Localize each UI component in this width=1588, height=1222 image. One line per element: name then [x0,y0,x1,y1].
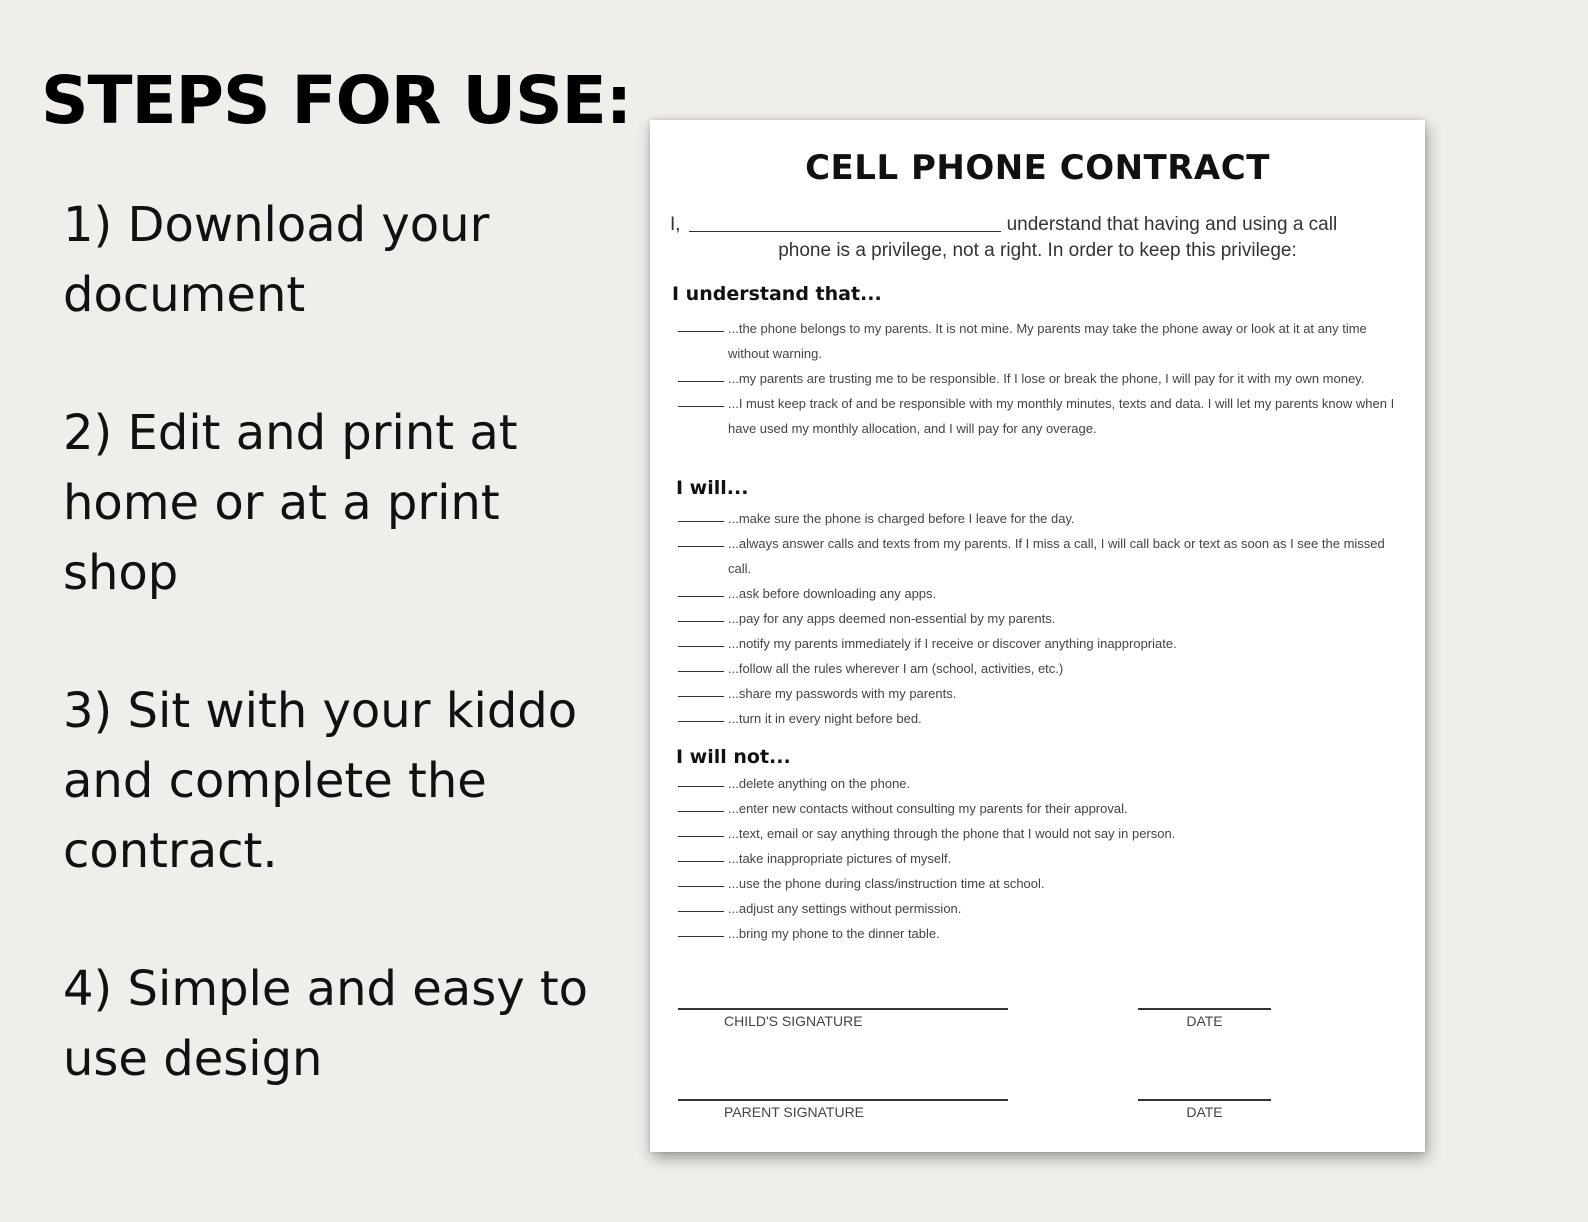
list-item: ...use the phone during class/instruction time at school. [678,871,1408,896]
step-4: 4) Simple and easy to use design [63,961,589,1087]
list-item: ...bring my phone to the dinner table. [678,921,1408,946]
list-item: ...the phone belongs to my parents. It is not mine. My parents may take the phone away or look at it at any time without warning. [678,316,1408,366]
list-item: ...always answer calls and texts from my parents. If I miss a call, I will call back or text as soon as I see the missed call. [678,531,1408,581]
initial-blank-line [678,366,724,382]
child-signature-label: CHILD'S SIGNATURE [724,1013,863,1029]
date-label: DATE [1186,1104,1223,1120]
list-item: ...ask before downloading any apps. [678,581,1408,606]
initial-blank-line [678,316,724,332]
list-item: ...make sure the phone is charged before I leave for the day. [678,506,1408,531]
section-items-will [678,506,1408,731]
section-heading-will-not: I will not... [676,746,791,768]
initial-blank-line [678,796,724,812]
initial-blank-line [678,871,724,887]
list-item: ...take inappropriate pictures of myself. [678,846,1408,871]
initial-blank-line [678,531,724,547]
intro-prefix: I, [670,214,681,235]
initial-blank-line [678,821,724,837]
section-items-will-not [678,771,1408,946]
contract-document-preview [650,120,1425,1152]
list-item: ...enter new contacts without consulting my parents for their approval. [678,796,1408,821]
initial-blank-line [678,921,724,937]
initial-blank-line [678,896,724,912]
list-item: ...pay for any apps deemed non-essential by my parents. [678,606,1408,631]
initial-blank-line [678,846,724,862]
initial-blank-line [678,506,724,522]
parent-date-line [1138,1099,1271,1120]
list-item: ...delete anything on the phone. [678,771,1408,796]
initial-blank-line [678,771,724,787]
initial-blank-line [678,631,724,647]
list-item: ...turn it in every night before bed. [678,706,1408,731]
section-items-understand [678,316,1408,441]
contract-title: CELL PHONE CONTRACT [805,148,1270,188]
list-item: ...adjust any settings without permission. [678,896,1408,921]
contract-intro [670,214,1405,262]
parent-signature-line [678,1099,1008,1120]
section-heading-will: I will... [676,477,749,499]
initial-blank-line [678,391,724,407]
list-item: ...text, email or say anything through the phone that I would not say in person. [678,821,1408,846]
step-3: 3) Sit with your kiddo and complete the contract. [63,683,578,879]
initial-blank-line [678,656,724,672]
intro-line-2: phone is a privilege, not a right. In order to keep this privilege: [778,240,1297,261]
name-blank-line [689,231,1001,232]
list-item: ...share my passwords with my parents. [678,681,1408,706]
list-item: ...follow all the rules wherever I am (school, activities, etc.) [678,656,1408,681]
list-item: ...notify my parents immediately if I receive or discover anything inappropriate. [678,631,1408,656]
initial-blank-line [678,706,724,722]
page-heading: STEPS FOR USE: [41,62,632,139]
intro-line-1: understand that having and using a call [1006,214,1338,235]
list-item: ...my parents are trusting me to be responsible. If I lose or break the phone, I will pay for it with my own money. [678,366,1408,391]
initial-blank-line [678,581,724,597]
child-signature-line [678,1008,1008,1029]
parent-signature-label: PARENT SIGNATURE [724,1104,865,1120]
step-1: 1) Download your document [63,197,490,323]
section-heading-understand: I understand that... [672,283,882,305]
initial-blank-line [678,681,724,697]
initial-blank-line [678,606,724,622]
step-2: 2) Edit and print at home or at a print shop [63,405,518,601]
child-date-line [1138,1008,1271,1029]
date-label: DATE [1186,1013,1223,1029]
list-item: ...I must keep track of and be responsible with my monthly minutes, texts and data. I will let my parents know when I have used my monthly allocation, and I will pay for any overage. [678,391,1408,441]
